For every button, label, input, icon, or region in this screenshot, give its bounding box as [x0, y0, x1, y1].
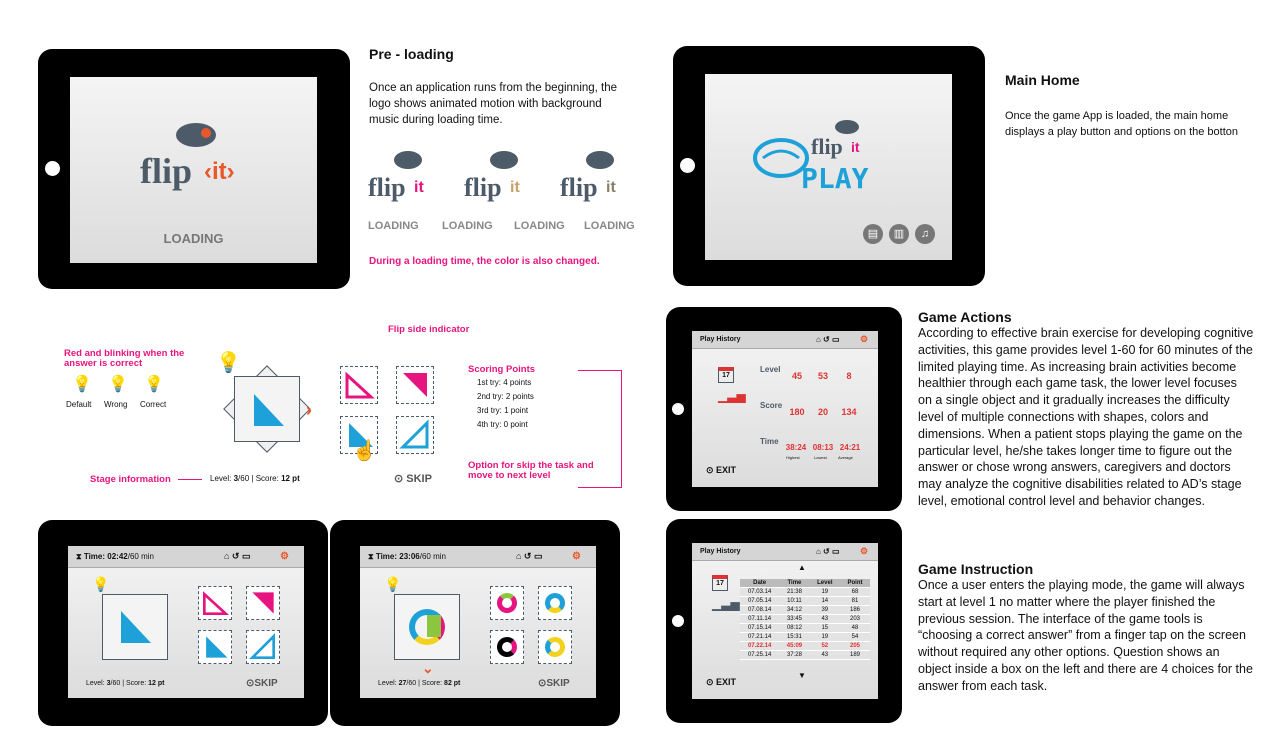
score-label: Score:: [255, 474, 279, 483]
table-cell: 07.22.14: [740, 642, 779, 651]
exit-label: EXIT: [716, 465, 737, 475]
skip-label: SKIP: [254, 678, 278, 689]
choice-3[interactable]: [490, 630, 524, 664]
history-bar: [692, 331, 878, 349]
brain-settings-icon[interactable]: ⚙: [280, 551, 289, 562]
score-value: 12 pt: [148, 680, 165, 687]
choice-4[interactable]: [538, 630, 572, 664]
table-cell: 203: [840, 615, 870, 624]
svg-text:flip: flip: [140, 151, 193, 191]
svg-text:flip: flip: [560, 173, 598, 202]
svg-text:it: it: [851, 139, 860, 155]
stage-line: [178, 479, 202, 480]
time-value: 02:42: [107, 552, 128, 561]
stage-info-note: Stage information: [90, 474, 171, 485]
toolbar-icons[interactable]: ⌂ ↺ ▭: [224, 551, 251, 561]
bulb-label-wrong: Wrong: [104, 400, 128, 409]
time-highest: 38:24: [785, 443, 807, 452]
table-cell: 37:28: [779, 651, 809, 660]
table-cell: 189: [840, 651, 870, 660]
game-instruction-desc: Once a user enters the playing mode, the game will always start at level 1 no matter where the player finished the previous session. The interface of the game tools is “choosing a correct answer” from a finger tap on the screen without required any other options. Question shows an object inside a box on the left and there are 4 choices for the answer from each task.: [918, 578, 1253, 693]
score-value: 82 pt: [444, 680, 461, 687]
flip-down-indicator: ⌄: [422, 660, 434, 676]
table-cell: 52: [810, 642, 840, 651]
level-value: 27: [398, 680, 407, 687]
main-home-screen: [705, 74, 952, 260]
column-header: Time: [779, 579, 809, 588]
row-label-score: Score: [760, 401, 783, 410]
scoring-2: 2nd try: 2 points: [477, 392, 534, 401]
time-bar: ⧗ Time: 23:06 /60 min ⌂ ↺ ▭ ⚙: [360, 546, 596, 568]
history-title: Play History: [700, 336, 741, 343]
game-instruction-title: Game Instruction: [918, 561, 1034, 577]
scoring-4: 4th try: 0 point: [477, 420, 528, 429]
brain-settings-icon[interactable]: ⚙: [572, 551, 581, 562]
stage-info: Level: 27/60 | Score: 82 pt: [378, 680, 461, 687]
scoring-3: 3rd try: 1 point: [477, 406, 529, 415]
frame-label-2: LOADING: [442, 220, 493, 232]
choice-4[interactable]: [246, 630, 280, 664]
table-cell: 07.11.14: [740, 615, 779, 624]
table-cell: 81: [840, 597, 870, 606]
home-button[interactable]: [45, 161, 60, 176]
choice-1[interactable]: [490, 586, 524, 620]
bulb-icon: 💡: [384, 576, 402, 592]
level-average: 8: [846, 371, 852, 381]
preloading-title: Pre - loading: [369, 46, 454, 62]
frame-logo-2: [462, 148, 542, 208]
time-lowest: 08:13: [812, 443, 834, 452]
level-highest: 45: [791, 371, 802, 381]
time-bar: ⧗ Time: 02:42 /60 min ⌂ ↺ ▭ ⚙: [68, 546, 304, 568]
preloading-desc: Once an application runs from the beginning, the logo shows animated motion with background music during loading time.: [369, 82, 618, 126]
stage-info: Level: 3/60 | Score: 12 pt: [86, 680, 165, 687]
chart-icon: ▁▃▅: [712, 597, 740, 611]
game-actions-title: Game Actions: [918, 309, 1012, 325]
table-cell: 186: [840, 606, 870, 615]
table-cell: 54: [840, 633, 870, 642]
score-lowest: 20: [817, 407, 828, 417]
loading-frames: [366, 148, 656, 238]
skip-button[interactable]: ⊙SKIP: [246, 678, 278, 689]
home-button[interactable]: [680, 158, 695, 173]
play-history-tablet-2: [666, 519, 902, 723]
table-cell: 43: [810, 651, 840, 660]
scroll-up-icon[interactable]: ▲: [798, 563, 806, 572]
frame-logo-1: [366, 148, 446, 208]
toolbar-icons[interactable]: ⌂ ↺ ▭: [516, 551, 543, 561]
table-cell: 07.25.14: [740, 651, 779, 660]
frame-logo-3: [558, 148, 638, 208]
preloading-note: During a loading time, the color is also changed.: [369, 256, 600, 267]
play-history-screen-1: [692, 331, 878, 487]
table-cell: 08:12: [779, 624, 809, 633]
table-row: [740, 615, 870, 624]
table-cell: 07.15.14: [740, 624, 779, 633]
scoring-1: 1st try: 4 points: [477, 378, 532, 387]
time-value: 23:06: [399, 552, 420, 561]
level-value: 3: [106, 680, 111, 687]
choice-2[interactable]: [246, 586, 280, 620]
table-row: [740, 624, 870, 633]
table-cell: 43: [810, 615, 840, 624]
table-cell: 07.08.14: [740, 606, 779, 615]
table-cell: 10:11: [779, 597, 809, 606]
history-bar: [692, 543, 878, 561]
table-cell: 19: [810, 588, 840, 597]
col-lowest: Lowest: [814, 455, 827, 460]
table-row: [740, 633, 870, 642]
choice-1[interactable]: [198, 586, 232, 620]
choice-1[interactable]: [340, 366, 378, 404]
scroll-down-icon[interactable]: ▼: [798, 671, 806, 680]
scoring-title: Scoring Points: [468, 364, 536, 375]
choice-2[interactable]: [538, 586, 572, 620]
table-cell: 07.03.14: [740, 588, 779, 597]
choice-4[interactable]: [396, 416, 434, 454]
calendar-icon: 17: [712, 575, 728, 591]
score-average: 134: [841, 407, 857, 417]
level-total: /60: [110, 680, 121, 687]
flipit-logo: [136, 121, 256, 201]
table-row: [740, 588, 870, 597]
skip-button[interactable]: ⊙SKIP: [538, 678, 570, 689]
question-star: [102, 594, 168, 660]
frame-label-1: LOADING: [368, 220, 419, 232]
flip-side-indicator: ›: [306, 400, 312, 420]
time-label: Time:: [375, 552, 398, 561]
book-icon[interactable]: ▥: [889, 224, 909, 244]
frame-label-3: LOADING: [514, 220, 565, 232]
table-cell: 07.05.14: [740, 597, 779, 606]
level-lowest: 53: [817, 371, 828, 381]
history-table: [740, 579, 870, 660]
table-header-row: [740, 579, 870, 588]
table-row: [740, 606, 870, 615]
question-star: [394, 594, 460, 660]
toolbar-icons[interactable]: ⌂ ↺ ▭: [816, 335, 840, 344]
table-row: [740, 651, 870, 660]
exit-button[interactable]: ⊙ EXIT: [706, 465, 737, 475]
time-total: /60 min: [127, 552, 154, 561]
game-tablet-1: [38, 520, 328, 726]
table-cell: 14: [810, 597, 840, 606]
red-blink-note: Red and blinking when the answer is correct: [64, 348, 185, 369]
skip-label: SKIP: [406, 473, 432, 485]
bulb-wrong-icon: 💡: [108, 376, 128, 393]
svg-text:flip: flip: [368, 173, 406, 202]
game-actions-desc: According to effective brain exercise for developing cognitive activities, this game provides level 1-60 for 60 minutes of the limited playing time. As increasing brain activities become healthier through each game task, the lower level focuses on a single object and it gradually increases the difficulty level of multiple connections with shapes, colors and dimensions. When a patient stops playing the game on the particular level, he/she takes longer time to figure out the answer or chose wrong answers, caregivers and doctors may analyze the cognitive disabilities related to AD’s stage level, emotional control level and behavior changes.: [918, 326, 1254, 508]
svg-text:flip: flip: [811, 134, 843, 159]
main-home-tablet: [673, 46, 985, 286]
svg-text:flip: flip: [464, 173, 502, 202]
flip-side-note: Flip side indicator: [388, 324, 470, 335]
bulb-label-correct: Correct: [140, 400, 167, 409]
score-value: 12 pt: [281, 474, 300, 483]
row-label-level: Level: [760, 365, 781, 374]
bulb-default-icon: 💡: [72, 376, 92, 393]
calendar-icon: 17: [718, 367, 734, 383]
table-row: [740, 597, 870, 606]
toolbar-icons[interactable]: ⌂ ↺ ▭: [816, 547, 840, 556]
play-history-tablet-1: [666, 307, 902, 511]
brain-settings-icon[interactable]: ⚙: [860, 546, 869, 556]
table-cell: 07.21.14: [740, 633, 779, 642]
level-total: /60: [406, 680, 417, 687]
table-cell: 205: [840, 642, 870, 651]
bulb-label-default: Default: [66, 400, 92, 409]
table-cell: 21:38: [779, 588, 809, 597]
table-row: [740, 642, 870, 651]
skip-button[interactable]: ⊙ SKIP: [394, 473, 432, 485]
history-title: Play History: [700, 548, 741, 555]
table-cell: 33:45: [779, 615, 809, 624]
svg-text:‹it›: ‹it›: [204, 158, 235, 185]
play-button[interactable]: PLAY: [801, 162, 869, 195]
preloading-screen: [70, 77, 317, 263]
play-history-screen-2: [692, 543, 878, 699]
question-star: [222, 364, 312, 454]
table-cell: 68: [840, 588, 870, 597]
exit-button[interactable]: ⊙ EXIT: [706, 677, 737, 687]
music-icon[interactable]: ♫: [915, 224, 935, 244]
time-average: 24:21: [839, 443, 861, 452]
column-header: Level: [810, 579, 840, 588]
col-average: Average: [838, 455, 853, 460]
level-label: Level:: [210, 474, 232, 483]
col-highest: Highest: [786, 455, 800, 460]
exit-label: EXIT: [716, 677, 737, 687]
bulb-icon: 💡: [92, 576, 110, 592]
main-home-title: Main Home: [1005, 72, 1080, 88]
table-cell: 15:31: [779, 633, 809, 642]
skip-note: Option for skip the task and move to next level: [468, 460, 594, 481]
column-header: Date: [740, 579, 779, 588]
table-cell: 34:12: [779, 606, 809, 615]
home-button[interactable]: [672, 615, 684, 627]
choice-2[interactable]: [396, 366, 434, 404]
chart-icon: ▁▃▅: [718, 389, 746, 403]
tap-hand-icon: ☝: [352, 440, 377, 462]
document-icon[interactable]: ▤: [863, 224, 883, 244]
svg-text:it: it: [414, 179, 424, 196]
main-home-desc: Once the game App is loaded, the main home displays a play button and options on the botton: [1005, 110, 1239, 138]
stage-info: Level: 3/60 | Score: 12 pt: [210, 474, 300, 483]
home-button[interactable]: [672, 403, 684, 415]
bulb-red-icon: 💡: [216, 352, 241, 374]
level-total: /60: [238, 474, 250, 483]
row-label-time: Time: [760, 437, 779, 446]
table-cell: 48: [840, 624, 870, 633]
brain-settings-icon[interactable]: ⚙: [860, 334, 869, 344]
preloading-tablet: [38, 49, 350, 289]
choice-3[interactable]: [198, 630, 232, 664]
time-total: /60 min: [419, 552, 446, 561]
table-cell: 45:09: [779, 642, 809, 651]
frame-label-4: LOADING: [584, 220, 635, 232]
svg-text:it: it: [606, 179, 616, 196]
skip-label: SKIP: [546, 678, 570, 689]
game-screen-1: [68, 546, 304, 698]
game-screen-2: [360, 546, 596, 698]
table-cell: 15: [810, 624, 840, 633]
table-cell: 39: [810, 606, 840, 615]
time-label: Time:: [83, 552, 106, 561]
column-header: Point: [840, 579, 870, 588]
bulb-correct-icon: 💡: [144, 376, 164, 393]
game-tablet-2: [330, 520, 620, 726]
svg-text:it: it: [510, 179, 520, 196]
score-highest: 180: [789, 407, 805, 417]
loading-label: LOADING: [163, 231, 224, 246]
level-value: 3: [233, 474, 239, 483]
table-cell: 19: [810, 633, 840, 642]
flipit-logo: [809, 118, 879, 162]
